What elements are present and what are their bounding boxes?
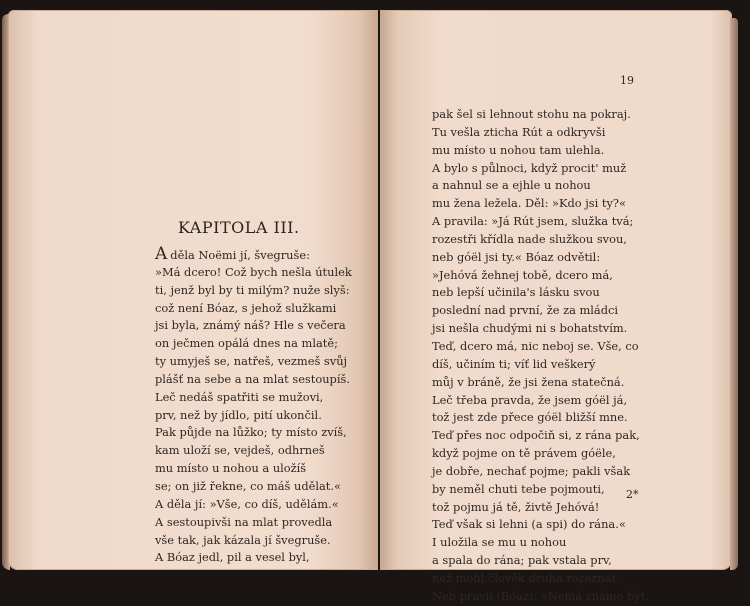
right-page-edge (730, 18, 738, 570)
text-line: jsi nešla chudými ni s bohatstvím. (432, 321, 628, 336)
text-line: neb lepší učinila's lásku svou (432, 285, 600, 300)
left-page-text (155, 246, 352, 567)
text-line: když pojme on tě právem góële, (432, 446, 616, 461)
text-line: než mohl člověk druha rozeznat. (432, 570, 620, 585)
text-line: A sestoupivši na mlat provedla (155, 514, 333, 529)
text-line: I uložila se mu u nohou (432, 535, 567, 550)
printer-signature: 2* (626, 488, 639, 501)
right-page (380, 10, 732, 603)
text-line: ti, jenž byl by ti milým? nuže slyš: (155, 282, 350, 297)
text-line: a nahnul se a ejhle u nohou (432, 178, 591, 193)
text-line: A děla jí: »Vše, co díš, udělám.« (155, 496, 339, 511)
text-line: Neb pravil (Bóaz): »Nemá známo být, (432, 588, 650, 603)
text-line: jsi byla, známý náš? Hle s večera (155, 318, 346, 333)
text-line: poslední nad první, že za mládci (432, 303, 619, 318)
text-line: a spala do rána; pak vstala prv, (432, 553, 612, 568)
text-line: A pravila: »Já Rút jsem, služka tvá; (432, 214, 634, 229)
text-line: ty umyješ se, natřeš, vezmeš svůj (155, 354, 348, 369)
text-line: rozestři křídla nade služkou svou, (432, 231, 627, 246)
text-line: neb góël jsi ty.« Bóaz odvětil: (432, 249, 601, 264)
text-line: tož pojmu já tě, živtě Jehóvá! (432, 499, 600, 514)
text-line: by neměl chuti tebe pojmouti, (432, 481, 605, 496)
text-line: »Má dcero! Což bych nešla útulek (155, 264, 352, 279)
text-line: »Jehóvá žehnej tobě, dcero má, (432, 267, 613, 282)
text-line: Teď přes noc odpočiň si, z rána pak, (432, 428, 640, 443)
text-line: je dobře, nechať pojme; pakli však (432, 463, 631, 478)
text-line: mu žena ležela. Děl: »Kdo jsi ty?« (432, 196, 627, 211)
first-line (155, 246, 352, 264)
text-line: můj v bráně, že jsi žena statečná. (432, 374, 625, 389)
page-number: 19 (620, 74, 634, 87)
text-line: mu místo u nohou a uložíš (155, 461, 307, 476)
text-line: A bylo s půlnoci, když procit' muž (432, 160, 627, 175)
text-line: Teď však si lehni (a spi) do rána.« (432, 517, 626, 532)
dropcap: A (155, 244, 168, 264)
text-line: prv, než by jídlo, pití ukončil. (155, 407, 322, 422)
text-line: Teď, dcero má, nic neboj se. Vše, co (432, 338, 639, 353)
text-line: Leč třeba pravda, že jsem góël já, (432, 392, 628, 407)
text-line: A Bóaz jedl, pil a vesel byl, (155, 550, 310, 565)
first-line-text: děla Noëmi jí, švegruše: (170, 248, 310, 262)
text-line: vše tak, jak kázala jí švegruše. (155, 532, 331, 547)
left-page (8, 10, 378, 570)
text-line: pak šel si lehnout stohu na pokraj. (432, 107, 631, 121)
text-line: tož jest zde přece góël bližší mne. (432, 410, 628, 425)
text-line: on ječmen opálá dnes na mlatě; (155, 336, 338, 351)
chapter-title: KAPITOLA III. (178, 218, 300, 237)
text-line: Leč nedáš spatřiti se mužovi, (155, 389, 324, 404)
text-line: kam uloží se, vejdeš, odhrneš (155, 443, 325, 458)
text-line: mu místo u nohou tam ulehla. (432, 142, 605, 157)
text-line: plášť na sebe a na mlat sestoupíš. (155, 371, 350, 386)
text-line: což není Bóaz, s jehož služkami (155, 300, 337, 315)
text-line: se; on již řekne, co máš udělat.« (155, 478, 341, 493)
right-page-text (432, 106, 649, 606)
text-line: Pak půjde na lůžko; ty místo zvíš, (155, 425, 347, 440)
text-line: díš, učiním ti; víť lid veškerý (432, 356, 596, 371)
text-line: Tu vešla zticha Rút a odkryvši (432, 124, 606, 139)
